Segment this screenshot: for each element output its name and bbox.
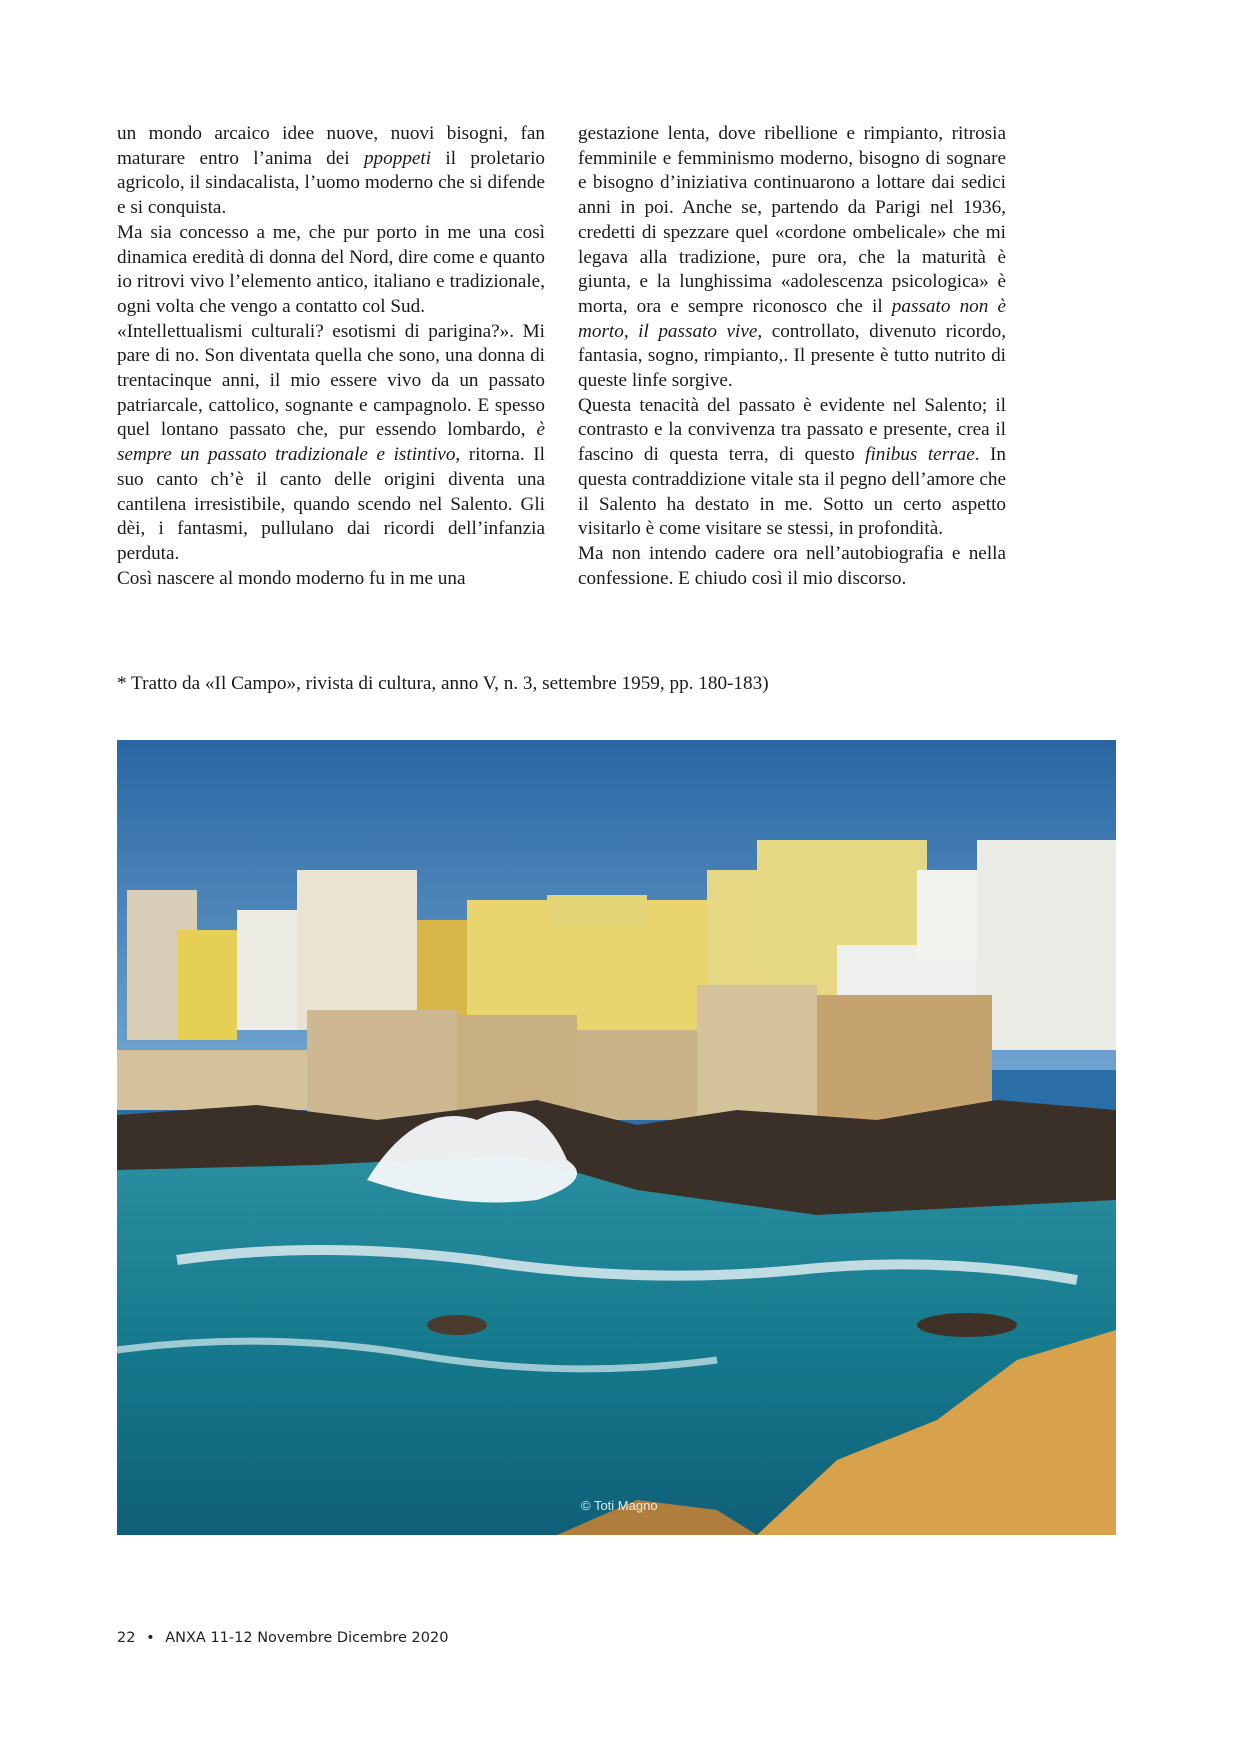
paragraph bbox=[578, 394, 1006, 542]
source-footnote: * Tratto da «Il Campo», rivista di cultura, anno V, n. 3, settembre 1959, pp. 180-183) bbox=[117, 673, 769, 694]
page-number: 22 bbox=[117, 1630, 136, 1646]
paragraph bbox=[117, 567, 545, 592]
italic-run: passato non è morto, il passato vive bbox=[578, 295, 1007, 342]
salento-coast-photo bbox=[117, 740, 1116, 1535]
italic-run: ppoppeti bbox=[363, 147, 432, 169]
issue-label: ANXA 11-12 Novembre Dicembre 2020 bbox=[165, 1630, 449, 1646]
photo-credit: © Toti Magno bbox=[581, 1498, 658, 1513]
text-run: un mondo arcaico idee nuove, nuovi bisogni, fan maturare entro l’anima dei bbox=[117, 123, 545, 169]
photo-illustration bbox=[117, 740, 1116, 1535]
paragraph bbox=[117, 122, 545, 221]
text-run: Ma sia concesso a me, che pur porto in me una così dinamica eredità di donna del Nord, dire come e quanto io ritrovi vivo l’elemento antico, italiano e tradizionale, ogni volta che vengo a contatto col Sud. bbox=[117, 221, 545, 317]
text-run: . In questa contraddizione vitale sta il pegno dell’amore che il Salento ha destato in me. Sotto un certo aspetto visitarlo è come visitare se stessi, in profondità. bbox=[578, 444, 1007, 540]
text-run: , controllato, divenuto ricordo, fantasia, sogno, rimpianto,. Il presente è tutto nutrito di queste linfe sorgive. bbox=[578, 320, 1006, 392]
paragraph bbox=[578, 542, 1006, 591]
text-run: Ma non intendo cadere ora nell’autobiografia e nella confessione. E chiudo così il mio discorso. bbox=[578, 542, 1006, 589]
article-right-column bbox=[578, 122, 1006, 591]
article-left-column bbox=[117, 122, 545, 591]
footer-bullet: • bbox=[146, 1630, 155, 1646]
text-run: Così nascere al mondo moderno fu in me una bbox=[117, 567, 466, 589]
text-run: il proletario agricolo, il sindacalista, l’uomo moderno che si difende e si conquista. bbox=[117, 147, 545, 219]
page-footer bbox=[117, 1630, 454, 1646]
paragraph bbox=[117, 221, 545, 320]
italic-run: finibus terrae bbox=[865, 444, 975, 466]
text-run: Questa tenacità del passato è evidente nel Salento; il contrasto e la convivenza tra passato e presente, crea il fascino di questa terra, di questo bbox=[578, 394, 1006, 466]
text-run: «Intellettualismi culturali? esotismi di parigina?». Mi pare di no. Son diventata quella che sono, una donna di trentacinque anni, il mio essere vivo da un passato patriarcale, cattolico, sognante e campagnolo. E spesso quel lontano passato che, pur essendo lombardo, bbox=[117, 320, 545, 441]
paragraph bbox=[117, 320, 545, 567]
text-run: , ritorna. Il suo canto ch’è il canto delle origini diventa una cantilena irresistibile, quando scendo nel Salento. Gli dèi, i fantasmi, pullulano dai ricordi dell’infanzia perduta. bbox=[117, 444, 545, 564]
text-run: gestazione lenta, dove ribellione e rimpianto, ritrosia femminile e femminismo moderno, bisogno di sognare e bisogno d’iniziativa continuarono a lottare dai sedici anni in poi. Anche se, partendo da Parigi nel 1936, credetti di spezzare quel «cordone ombelicale» che mi legava alla tradizione, pure ora, che la maturità è giunta, e la lunghissima «adolescenza psicologica» è morta, ora e sempre riconosco che il bbox=[578, 123, 1006, 317]
paragraph bbox=[578, 122, 1006, 394]
italic-run: è sempre un passato tradizionale e istintivo bbox=[117, 419, 545, 466]
